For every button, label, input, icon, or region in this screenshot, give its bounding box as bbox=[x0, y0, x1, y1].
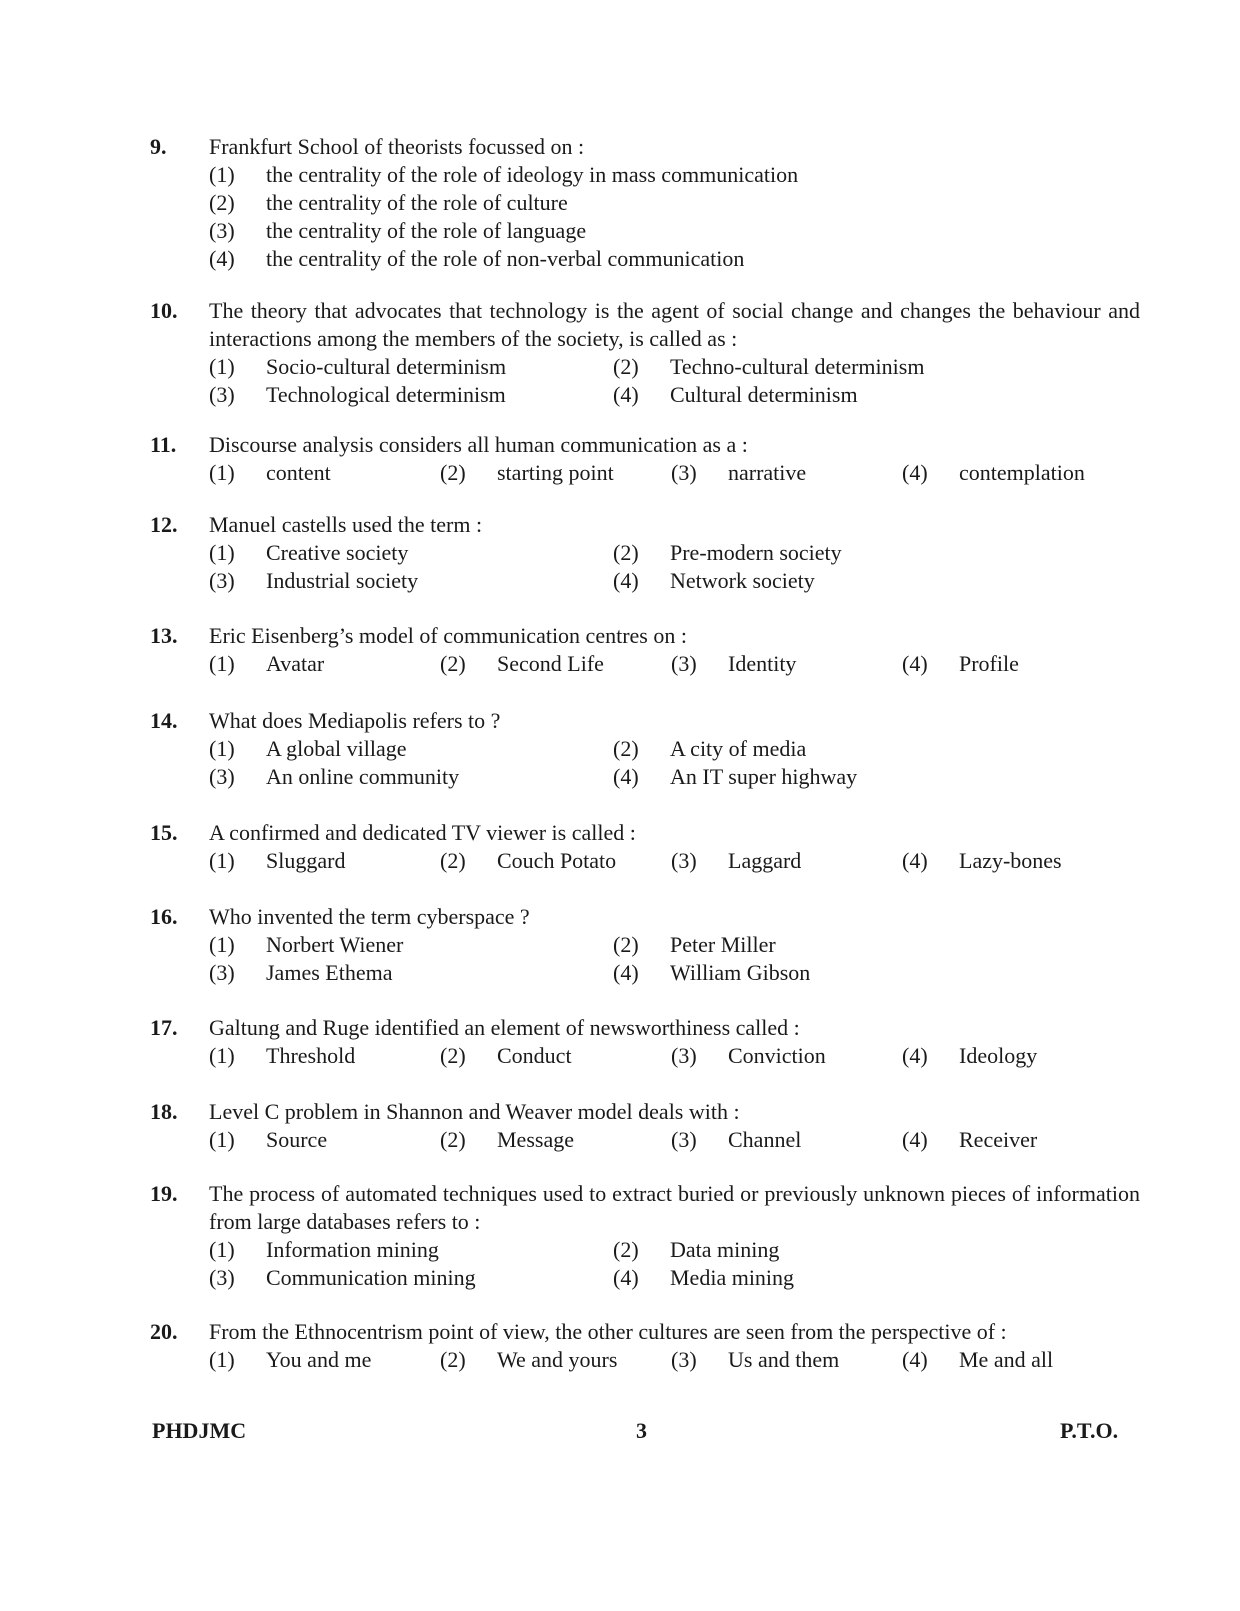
question bbox=[150, 1014, 1140, 1070]
option-number: (4) bbox=[613, 960, 639, 985]
option-number: (2) bbox=[440, 460, 466, 485]
option-number: (1) bbox=[209, 460, 235, 485]
option-number: (4) bbox=[613, 1265, 639, 1290]
option-row bbox=[150, 567, 1140, 595]
option-number: (2) bbox=[613, 1237, 639, 1262]
question bbox=[150, 133, 1140, 273]
question bbox=[150, 297, 1140, 409]
option-row bbox=[150, 959, 1140, 987]
option-row bbox=[150, 1236, 1140, 1264]
option-number: (4) bbox=[613, 382, 639, 407]
question-text: Galtung and Ruge identified an element of newsworthiness called : bbox=[209, 1015, 800, 1040]
option-number: (2) bbox=[613, 736, 639, 761]
question-number: 14. bbox=[150, 708, 178, 733]
question-text: What does Mediapolis refers to ? bbox=[209, 708, 501, 733]
option-row bbox=[150, 353, 1140, 381]
paper-code: PHDJMC bbox=[152, 1418, 247, 1443]
option-text: Couch Potato bbox=[497, 848, 617, 873]
option-text: Techno-cultural determinism bbox=[670, 354, 925, 379]
option-number: (2) bbox=[440, 1043, 466, 1068]
option-text: An online community bbox=[266, 764, 460, 789]
option-number: (3) bbox=[671, 1347, 697, 1372]
option-text: You and me bbox=[266, 1347, 372, 1372]
option-number: (3) bbox=[671, 848, 697, 873]
option-text: An IT super highway bbox=[670, 764, 858, 789]
option-number: (1) bbox=[209, 1347, 235, 1372]
option-number: (2) bbox=[613, 354, 639, 379]
option-text: Threshold bbox=[266, 1043, 356, 1068]
pto-label: P.T.O. bbox=[1060, 1418, 1119, 1443]
question bbox=[150, 707, 1140, 791]
option-text: A city of media bbox=[670, 736, 807, 761]
option-row bbox=[150, 735, 1140, 763]
option-text: Receiver bbox=[959, 1127, 1038, 1152]
question-text: Discourse analysis considers all human communication as a : bbox=[209, 432, 748, 457]
option-number: (2) bbox=[440, 1127, 466, 1152]
option-text: Data mining bbox=[670, 1237, 780, 1262]
option-text: Me and all bbox=[959, 1347, 1054, 1372]
option-text: Second Life bbox=[497, 651, 604, 676]
option-text: Communication mining bbox=[266, 1265, 476, 1290]
option-number: (2) bbox=[209, 190, 235, 215]
option-number: (3) bbox=[209, 960, 235, 985]
option-text: Conduct bbox=[497, 1043, 572, 1068]
option-text: Identity bbox=[728, 651, 797, 676]
question-text: Frankfurt School of theorists focussed on : bbox=[209, 134, 585, 159]
option-row bbox=[150, 650, 1140, 678]
option-row bbox=[150, 161, 1140, 189]
question-number: 15. bbox=[150, 820, 178, 845]
question-text: Manuel castells used the term : bbox=[209, 512, 483, 537]
option-text: Profile bbox=[959, 651, 1019, 676]
option-number: (2) bbox=[440, 651, 466, 676]
option-row bbox=[150, 763, 1140, 791]
question bbox=[150, 903, 1140, 987]
question-text: From the Ethnocentrism point of view, the other cultures are seen from the perspective of : bbox=[209, 1319, 1007, 1344]
option-text: the centrality of the role of non-verbal communication bbox=[266, 246, 745, 271]
question-number: 17. bbox=[150, 1015, 178, 1040]
option-text: Us and them bbox=[728, 1347, 840, 1372]
question-number: 12. bbox=[150, 512, 178, 537]
option-row bbox=[150, 847, 1140, 875]
option-number: (3) bbox=[209, 218, 235, 243]
option-text: Peter Miller bbox=[670, 932, 776, 957]
option-number: (3) bbox=[671, 460, 697, 485]
option-number: (4) bbox=[209, 246, 235, 271]
question-number: 19. bbox=[150, 1181, 178, 1206]
option-text: the centrality of the role of culture bbox=[266, 190, 568, 215]
question bbox=[150, 622, 1140, 678]
option-number: (1) bbox=[209, 1127, 235, 1152]
option-text: contemplation bbox=[959, 460, 1085, 485]
option-text: Information mining bbox=[266, 1237, 439, 1262]
option-text: Avatar bbox=[266, 651, 325, 676]
option-number: (1) bbox=[209, 1237, 235, 1262]
option-number: (4) bbox=[902, 848, 928, 873]
option-number: (3) bbox=[671, 1127, 697, 1152]
question-text: A confirmed and dedicated TV viewer is called : bbox=[209, 820, 636, 845]
question-number: 13. bbox=[150, 623, 178, 648]
question-text: The process of automated techniques used to extract buried or previously unknown pieces of information from large databases refers to : bbox=[209, 1181, 1140, 1234]
option-text: James Ethema bbox=[266, 960, 393, 985]
option-number: (4) bbox=[613, 568, 639, 593]
option-text: Lazy-bones bbox=[959, 848, 1062, 873]
option-number: (4) bbox=[902, 651, 928, 676]
option-row bbox=[150, 539, 1140, 567]
question bbox=[150, 1098, 1140, 1154]
question bbox=[150, 511, 1140, 595]
option-text: Sluggard bbox=[266, 848, 346, 873]
option-text: Industrial society bbox=[266, 568, 419, 593]
option-text: the centrality of the role of language bbox=[266, 218, 587, 243]
option-number: (2) bbox=[440, 848, 466, 873]
question bbox=[150, 819, 1140, 875]
option-text: A global village bbox=[266, 736, 407, 761]
option-number: (1) bbox=[209, 1043, 235, 1068]
option-text: Media mining bbox=[670, 1265, 795, 1290]
option-number: (3) bbox=[209, 382, 235, 407]
page-number: 3 bbox=[636, 1418, 647, 1443]
question-number: 18. bbox=[150, 1099, 178, 1124]
option-number: (1) bbox=[209, 162, 235, 187]
option-number: (2) bbox=[613, 540, 639, 565]
option-row bbox=[150, 931, 1140, 959]
question-text: The theory that advocates that technology is the agent of social change and changes the behaviour and interactions among the members of the society, is called as : bbox=[209, 298, 1140, 351]
question-number: 10. bbox=[150, 298, 178, 323]
option-text: Creative society bbox=[266, 540, 409, 565]
option-text: narrative bbox=[728, 460, 807, 485]
option-number: (3) bbox=[671, 651, 697, 676]
option-text: Technological determinism bbox=[266, 382, 506, 407]
option-row bbox=[150, 1264, 1140, 1292]
question bbox=[150, 1318, 1140, 1374]
question-number: 11. bbox=[150, 432, 177, 457]
question-text: Who invented the term cyberspace ? bbox=[209, 904, 530, 929]
option-number: (1) bbox=[209, 354, 235, 379]
option-number: (2) bbox=[613, 932, 639, 957]
option-text: We and yours bbox=[497, 1347, 618, 1372]
question-number: 9. bbox=[150, 134, 167, 159]
option-text: Cultural determinism bbox=[670, 382, 858, 407]
option-text: Conviction bbox=[728, 1043, 826, 1068]
option-text: the centrality of the role of ideology in mass communication bbox=[266, 162, 799, 187]
option-row bbox=[150, 217, 1140, 245]
question-text: Eric Eisenberg’s model of communication centres on : bbox=[209, 623, 687, 648]
option-text: Channel bbox=[728, 1127, 802, 1152]
option-row bbox=[150, 189, 1140, 217]
option-text: starting point bbox=[497, 460, 614, 485]
question-number: 16. bbox=[150, 904, 178, 929]
option-number: (2) bbox=[440, 1347, 466, 1372]
option-row bbox=[150, 381, 1140, 409]
option-number: (3) bbox=[209, 1265, 235, 1290]
option-row bbox=[150, 1346, 1140, 1374]
option-text: Message bbox=[497, 1127, 574, 1152]
option-number: (4) bbox=[902, 1127, 928, 1152]
question-text: Level C problem in Shannon and Weaver model deals with : bbox=[209, 1099, 740, 1124]
option-row bbox=[150, 1126, 1140, 1154]
option-text: Network society bbox=[670, 568, 815, 593]
option-number: (4) bbox=[902, 1043, 928, 1068]
option-row bbox=[150, 459, 1140, 487]
option-row bbox=[150, 245, 1140, 273]
option-row bbox=[150, 1042, 1140, 1070]
option-number: (3) bbox=[671, 1043, 697, 1068]
question bbox=[150, 431, 1140, 487]
option-text: Source bbox=[266, 1127, 328, 1152]
option-number: (4) bbox=[902, 1347, 928, 1372]
option-number: (3) bbox=[209, 568, 235, 593]
option-number: (1) bbox=[209, 848, 235, 873]
option-number: (1) bbox=[209, 651, 235, 676]
option-number: (1) bbox=[209, 736, 235, 761]
question bbox=[150, 1180, 1140, 1292]
option-text: Norbert Wiener bbox=[266, 932, 404, 957]
option-text: Ideology bbox=[959, 1043, 1038, 1068]
option-text: Socio-cultural determinism bbox=[266, 354, 507, 379]
option-number: (4) bbox=[902, 460, 928, 485]
question-number: 20. bbox=[150, 1319, 178, 1344]
option-number: (1) bbox=[209, 932, 235, 957]
option-number: (1) bbox=[209, 540, 235, 565]
option-number: (3) bbox=[209, 764, 235, 789]
option-text: Laggard bbox=[728, 848, 802, 873]
option-text: William Gibson bbox=[670, 960, 811, 985]
option-number: (4) bbox=[613, 764, 639, 789]
option-text: content bbox=[266, 460, 331, 485]
option-text: Pre-modern society bbox=[670, 540, 842, 565]
